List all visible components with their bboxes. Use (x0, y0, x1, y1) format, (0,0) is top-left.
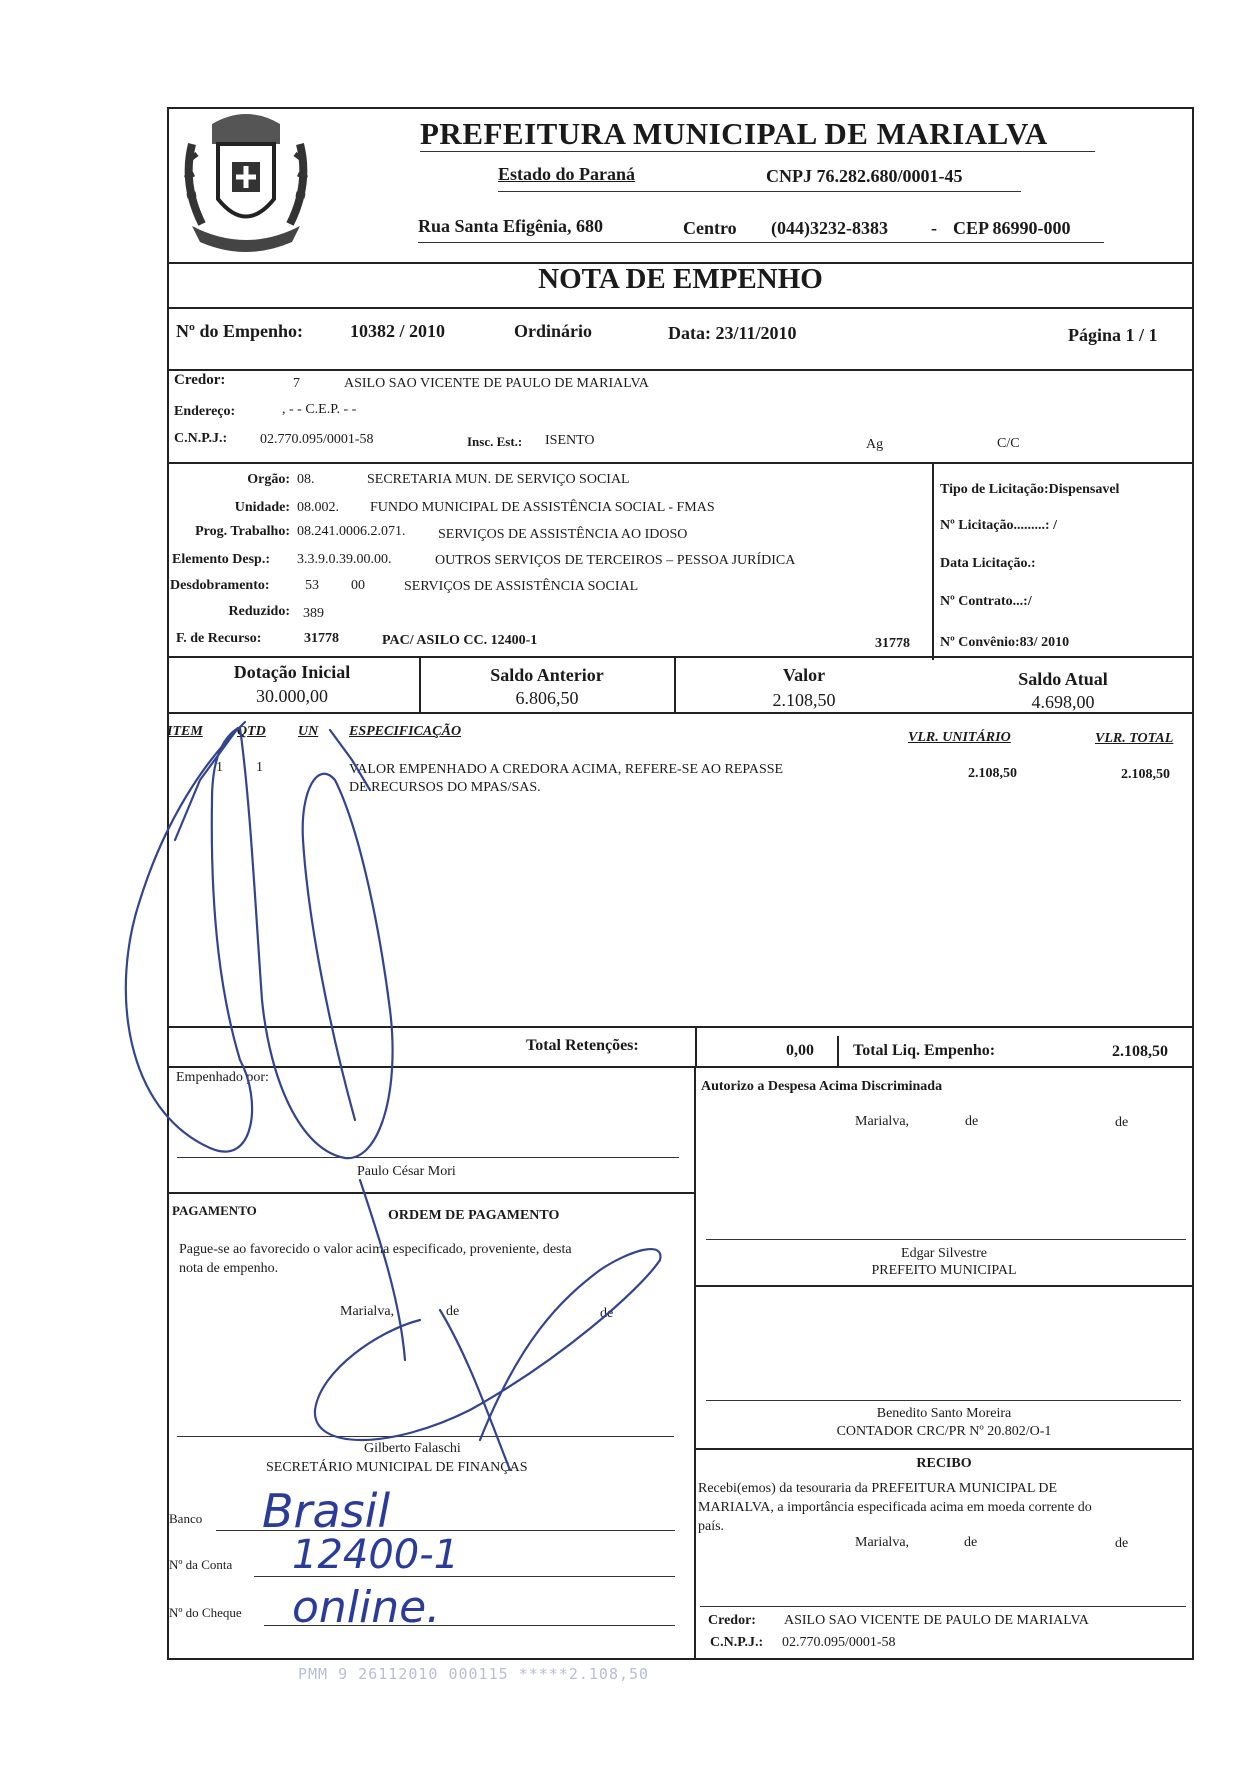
valor-valor: 2.108,50 (772, 690, 836, 710)
unidade-cod: 08.002. (297, 500, 339, 515)
recibo-cnpj-valor: 02.770.095/0001-58 (782, 1635, 896, 1650)
col-un: UN (298, 724, 319, 739)
autorizo-de1: de (965, 1114, 979, 1129)
recibo-texto1: Recebi(emos) da tesouraria da PREFEITURA MUNICIPAL DE (698, 1481, 1058, 1496)
recurso-valor: 31778 (304, 631, 339, 646)
empenho-label: Nº do Empenho: (176, 321, 303, 341)
elemento-label: Elemento Desp.: (172, 552, 270, 567)
recibo-cidade: Marialva, (855, 1535, 910, 1550)
recibo-de2: de (1115, 1536, 1129, 1551)
contador-cargo: CONTADOR CRC/PR Nº 20.802/O-1 (836, 1424, 1052, 1439)
empenhado-por-label: Empenhado por: (176, 1070, 269, 1085)
empenhado-por-nome: Paulo César Mori (357, 1164, 456, 1179)
recurso-valor2: 31778 (875, 636, 910, 651)
recibo-titulo: RECIBO (916, 1456, 972, 1471)
unidade-desc: FUNDO MUNICIPAL DE ASSISTÊNCIA SOCIAL - FMAS (370, 500, 715, 515)
pagamento-de2: de (600, 1306, 614, 1321)
recibo-credor-nome: ASILO SAO VICENTE DE PAULO DE MARIALVA (784, 1613, 1089, 1628)
numero-licitacao: Nº Licitação.........: / (940, 518, 1057, 533)
separador: - (931, 218, 937, 238)
recurso-desc: PAC/ ASILO CC. 12400-1 (382, 633, 538, 648)
prefeito-cargo: PREFEITO MUNICIPAL (871, 1263, 1017, 1278)
orgao-label: Orgão: (247, 472, 290, 487)
secretario-cargo: SECRETÁRIO MUNICIPAL DE FINANÇAS (266, 1460, 528, 1475)
pagamento-cidade: Marialva, (340, 1304, 395, 1319)
tipo-licitacao: Tipo de Licitação:Dispensavel (940, 482, 1120, 497)
cnpj-credor-label: C.N.P.J.: (174, 431, 228, 446)
total-liq-valor: 2.108,50 (1112, 1043, 1168, 1060)
telefone: (044)3232-8383 (771, 218, 888, 238)
saldo-atual-label: Saldo Atual (1018, 669, 1108, 689)
cnpj-credor-valor: 02.770.095/0001-58 (260, 432, 374, 447)
desdobramento-cod2: 00 (351, 578, 365, 593)
empenho-numero: 10382 / 2010 (350, 321, 446, 341)
orgao-desc: SECRETARIA MUN. DE SERVIÇO SOCIAL (367, 472, 630, 487)
elemento-cod: 3.3.9.0.39.00.00. (297, 552, 392, 567)
credor-nome: ASILO SAO VICENTE DE PAULO DE MARIALVA (344, 376, 649, 391)
ordem-pagamento: ORDEM DE PAGAMENTO (388, 1208, 560, 1223)
endereco-rua: Rua Santa Efigênia, 680 (418, 216, 604, 236)
unidade-label: Unidade: (234, 500, 290, 515)
reduzido-label: Reduzido: (228, 604, 290, 619)
numero-convenio: Nº Convênio:83/ 2010 (940, 635, 1070, 650)
cheque-valor: online. (292, 1582, 441, 1633)
banco-valor: Brasil (262, 1484, 391, 1538)
saldo-anterior-label: Saldo Anterior (490, 665, 604, 685)
elemento-desc: OUTROS SERVIÇOS DE TERCEIROS – PESSOA JURÍDICA (435, 553, 796, 568)
item-qtd: 1 (256, 760, 263, 775)
saldo-anterior-valor: 6.806,50 (515, 688, 579, 708)
col-vlr-unitario: VLR. UNITÁRIO (908, 730, 1011, 745)
estado-label: Estado do Paraná (498, 164, 636, 184)
recurso-label: F. de Recurso: (176, 631, 262, 646)
item-vlr-unitario: 2.108,50 (968, 766, 1017, 781)
conta-label: Nº da Conta (169, 1557, 233, 1572)
col-qtd: QTD (237, 724, 266, 739)
cnpj-prefeitura: CNPJ 76.282.680/0001-45 (766, 166, 963, 186)
autorizo-de2: de (1115, 1115, 1129, 1130)
item-esp-linha2: DE RECURSOS DO MPAS/SAS. (349, 780, 541, 795)
agencia-label: Ag (866, 437, 884, 452)
contador-nome: Benedito Santo Moreira (876, 1406, 1012, 1421)
reduzido-valor: 389 (303, 606, 324, 621)
secretario-nome: Gilberto Falaschi (364, 1441, 461, 1456)
pagamento-texto1: Pague-se ao favorecido o valor acima especificado, proveniente, desta (179, 1242, 572, 1257)
prog-label: Prog. Trabalho: (195, 524, 290, 539)
dotacao-inicial-label: Dotação Inicial (233, 662, 351, 682)
insc-label: Insc. Est.: (467, 434, 523, 449)
autorizo-cidade: Marialva, (855, 1114, 910, 1129)
cep: CEP 86990-000 (953, 218, 1071, 238)
insc-valor: ISENTO (545, 433, 595, 448)
nota-de-empenho-title: NOTA DE EMPENHO (538, 263, 823, 295)
recibo-texto2: MARIALVA, a importância especificada acima em moeda corrente do (698, 1500, 1092, 1515)
endereco-centro: Centro (683, 218, 737, 238)
total-retencoes-label: Total Retenções: (526, 1037, 639, 1054)
item-numero: 1 (216, 760, 223, 775)
conta-corrente-label: C/C (997, 436, 1020, 451)
saldo-atual-valor: 4.698,00 (1031, 692, 1095, 712)
total-retencoes-valor: 0,00 (786, 1042, 814, 1059)
endereco-valor: , - - C.E.P. - - (282, 402, 357, 417)
dotacao-inicial-valor: 30.000,00 (256, 686, 328, 706)
prog-cod: 08.241.0006.2.071. (297, 524, 406, 539)
desdobramento-desc: SERVIÇOS DE ASSISTÊNCIA SOCIAL (404, 579, 639, 594)
col-item: ITEM (167, 724, 203, 739)
numero-contrato: Nº Contrato...:/ (940, 594, 1032, 609)
empenho-tipo: Ordinário (514, 321, 593, 341)
credor-label: Credor: (174, 372, 226, 388)
empenho-pagina: Página 1 / 1 (1068, 325, 1158, 345)
pagamento-texto2: nota de empenho. (179, 1261, 279, 1276)
conta-valor: 12400-1 (292, 1532, 460, 1578)
desdobramento-label: Desdobramento: (170, 578, 270, 593)
prefeito-nome: Edgar Silvestre (901, 1246, 987, 1261)
recibo-credor-label: Credor: (708, 1613, 756, 1628)
total-liq-label: Total Liq. Empenho: (853, 1042, 996, 1059)
autenticacao-mecanica: PMM 9 26112010 000115 *****2.108,50 (298, 1665, 650, 1683)
banco-label: Banco (169, 1511, 203, 1526)
valor-label: Valor (782, 665, 826, 685)
recibo-cnpj-label: C.N.P.J.: (710, 1635, 764, 1650)
credor-codigo: 7 (293, 376, 300, 391)
recibo-de1: de (964, 1535, 978, 1550)
col-vlr-total: VLR. TOTAL (1095, 731, 1174, 746)
item-esp-linha1: VALOR EMPENHADO A CREDORA ACIMA, REFERE-SE AO REPASSE (349, 762, 784, 777)
cheque-label: Nº do Cheque (169, 1605, 242, 1620)
autorizo-titulo: Autorizo a Despesa Acima Discriminada (701, 1079, 943, 1094)
endereco-label: Endereço: (174, 404, 236, 419)
data-licitacao: Data Licitação.: (940, 556, 1036, 571)
page-title: PREFEITURA MUNICIPAL DE MARIALVA (420, 116, 1048, 151)
col-especificacao: ESPECIFICAÇÃO (349, 724, 462, 739)
orgao-cod: 08. (297, 472, 315, 487)
desdobramento-cod1: 53 (305, 578, 319, 593)
empenho-data: Data: 23/11/2010 (668, 323, 797, 343)
item-vlr-total: 2.108,50 (1121, 767, 1170, 782)
pagamento-titulo: PAGAMENTO (172, 1203, 257, 1218)
recibo-texto3: país. (698, 1519, 725, 1534)
pagamento-de1: de (446, 1304, 460, 1319)
prog-desc: SERVIÇOS DE ASSISTÊNCIA AO IDOSO (438, 527, 688, 542)
